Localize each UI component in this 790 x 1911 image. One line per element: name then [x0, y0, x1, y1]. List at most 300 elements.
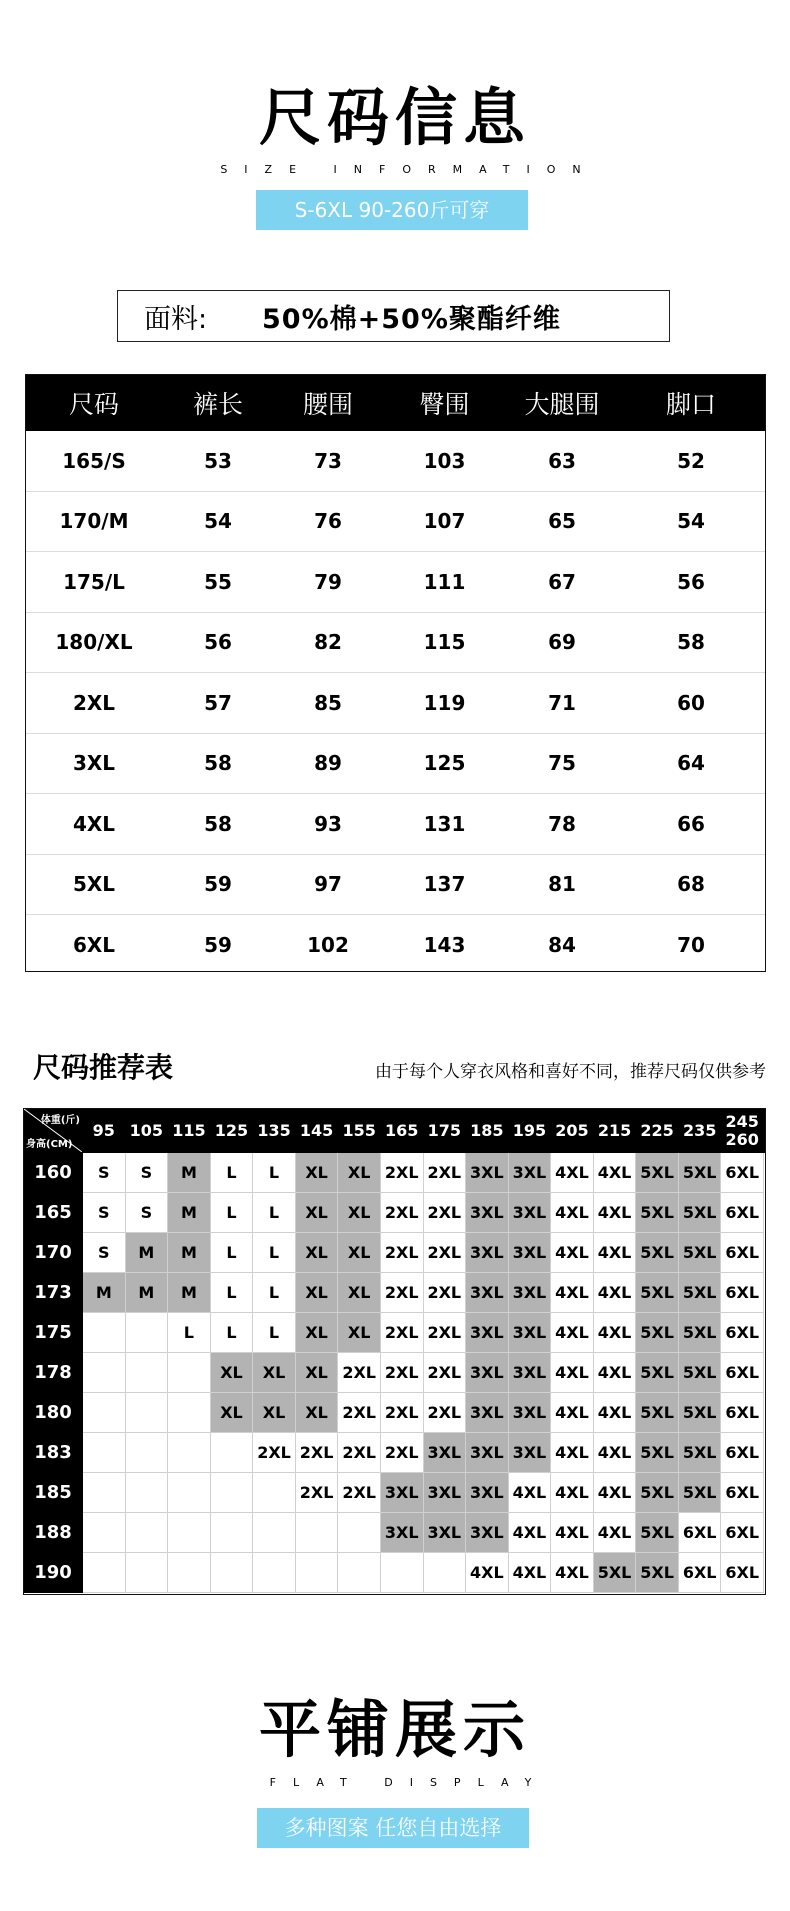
recommend-cell: 3XL: [381, 1513, 424, 1553]
recommend-cell: 5XL: [679, 1473, 722, 1513]
size-table-cell: 58: [204, 811, 232, 836]
size-table-cell: 71: [548, 690, 576, 715]
size-table-cell: 175/L: [63, 569, 125, 594]
weight-header: 95: [83, 1109, 126, 1153]
recommend-cell: 3XL: [466, 1473, 509, 1513]
recommend-cell: 4XL: [594, 1353, 637, 1393]
recommend-cell: 5XL: [636, 1313, 679, 1353]
size-table-row: [26, 793, 765, 854]
recommend-cell: L: [211, 1313, 254, 1353]
size-table-cell: 54: [204, 509, 232, 534]
recommend-cell: 2XL: [338, 1433, 381, 1473]
recommend-cell: XL: [296, 1273, 339, 1313]
recommend-cell: [83, 1513, 126, 1553]
recommend-cell: [253, 1473, 296, 1513]
recommend-cell: 4XL: [594, 1313, 637, 1353]
recommend-cell: XL: [296, 1393, 339, 1433]
recommend-cell: 4XL: [551, 1513, 594, 1553]
recommend-row: [24, 1153, 765, 1193]
recommend-cell: L: [253, 1273, 296, 1313]
recommend-cell: 4XL: [509, 1513, 552, 1553]
height-header: 173: [24, 1273, 83, 1313]
size-table-cell: 56: [204, 630, 232, 655]
recommend-cell: 2XL: [381, 1193, 424, 1233]
recommend-cell: 3XL: [509, 1353, 552, 1393]
size-table-cell: 103: [423, 448, 466, 473]
recommend-cell: XL: [338, 1313, 381, 1353]
recommend-cell: [296, 1513, 339, 1553]
size-table-row: [26, 733, 765, 794]
recommend-cell: 4XL: [509, 1553, 552, 1593]
size-table-cell: 102: [307, 932, 349, 957]
recommend-cell: XL: [296, 1233, 339, 1273]
size-table-cell: 165/S: [62, 448, 126, 473]
recommend-cell: 2XL: [381, 1233, 424, 1273]
size-table-cell: 2XL: [72, 690, 116, 715]
size-table-cell: 52: [677, 448, 705, 473]
recommend-cell: 2XL: [338, 1353, 381, 1393]
recommend-cell: 5XL: [636, 1553, 679, 1593]
recommend-row: [24, 1393, 765, 1433]
size-table-cell: 137: [423, 872, 466, 897]
recommend-cell: 6XL: [721, 1153, 764, 1193]
recommend-cell: 3XL: [381, 1473, 424, 1513]
height-header: 160: [24, 1153, 83, 1193]
size-table-cell: 75: [548, 751, 576, 776]
recommend-cell: 4XL: [551, 1433, 594, 1473]
recommend-cell: M: [126, 1273, 169, 1313]
weight-header: 215: [594, 1109, 637, 1153]
recommend-cell: 3XL: [424, 1513, 467, 1553]
recommend-row: [24, 1553, 765, 1593]
recommend-cell: M: [168, 1153, 211, 1193]
size-table-row: [26, 431, 765, 491]
fabric-label: 面料:: [144, 303, 208, 335]
recommend-cell: [83, 1353, 126, 1393]
recommend-cell: 4XL: [551, 1313, 594, 1353]
weight-header: 165: [381, 1109, 424, 1153]
recommend-cell: [83, 1433, 126, 1473]
size-table-cell: 73: [314, 448, 342, 473]
weight-header: 245 260: [721, 1109, 764, 1153]
recommend-cell: M: [83, 1273, 126, 1313]
recommend-cell: [168, 1393, 211, 1433]
recommend-cell: 2XL: [338, 1473, 381, 1513]
recommend-cell: [211, 1433, 254, 1473]
recommend-cell: 5XL: [636, 1433, 679, 1473]
size-column-header: 裤长: [192, 390, 243, 419]
size-table-cell: 93: [314, 811, 342, 836]
recommend-cell: 5XL: [679, 1353, 722, 1393]
recommend-cell: 4XL: [509, 1473, 552, 1513]
weight-header: 125: [211, 1109, 254, 1153]
recommend-cell: 2XL: [424, 1313, 467, 1353]
recommend-cell: 4XL: [551, 1393, 594, 1433]
size-table-cell: 76: [314, 509, 342, 534]
size-table-row: [26, 612, 765, 673]
recommend-cell: 5XL: [636, 1513, 679, 1553]
recommend-row: [24, 1473, 765, 1513]
fabric-box: [117, 290, 670, 342]
size-table-cell: 82: [314, 630, 342, 655]
recommend-cell: XL: [296, 1313, 339, 1353]
size-table-cell: 131: [423, 811, 466, 836]
size-table-cell: 69: [548, 630, 576, 655]
size-table-cell: 57: [204, 690, 232, 715]
recommend-cell: 3XL: [466, 1273, 509, 1313]
recommend-cell: 4XL: [594, 1473, 637, 1513]
size-table-cell: 115: [423, 630, 466, 655]
recommend-cell: 6XL: [721, 1433, 764, 1473]
recommend-cell: 5XL: [636, 1393, 679, 1433]
size-column-header: 大腿围: [524, 390, 600, 419]
height-header: 170: [24, 1233, 83, 1273]
recommend-cell: 4XL: [594, 1393, 637, 1433]
recommend-cell: 6XL: [721, 1513, 764, 1553]
recommend-cell: 4XL: [594, 1433, 637, 1473]
recommend-cell: XL: [211, 1353, 254, 1393]
recommend-cell: [168, 1513, 211, 1553]
weight-header: 105: [126, 1109, 169, 1153]
weight-axis-label: 体重(斤): [40, 1115, 80, 1126]
size-table-cell: 125: [423, 751, 466, 776]
recommend-row: [24, 1353, 765, 1393]
recommend-header-row: [24, 1109, 765, 1153]
recommend-cell: 5XL: [679, 1393, 722, 1433]
recommend-cell: 3XL: [466, 1193, 509, 1233]
size-table-cell: 97: [314, 872, 342, 897]
recommend-cell: XL: [253, 1393, 296, 1433]
recommend-cell: M: [168, 1193, 211, 1233]
recommend-cell: 2XL: [424, 1273, 467, 1313]
recommend-cell: [211, 1513, 254, 1553]
size-table-cell: 119: [423, 690, 466, 715]
recommend-title: 尺码推荐表: [33, 1051, 174, 1084]
recommend-cell: 4XL: [594, 1153, 637, 1193]
size-column-header: 腰围: [302, 390, 353, 419]
recommend-cell: 2XL: [296, 1473, 339, 1513]
recommend-cell: XL: [338, 1153, 381, 1193]
size-table-cell: 59: [204, 932, 232, 957]
recommend-cell: 2XL: [424, 1153, 467, 1193]
size-table-cell: 53: [204, 448, 232, 473]
recommend-cell: XL: [296, 1193, 339, 1233]
size-table-cell: 111: [423, 569, 466, 594]
recommend-cell: 3XL: [466, 1233, 509, 1273]
size-column-header: 尺码: [68, 390, 119, 419]
recommend-cell: 3XL: [509, 1313, 552, 1353]
recommend-cell: 2XL: [424, 1393, 467, 1433]
recommend-cell: 3XL: [509, 1273, 552, 1313]
recommend-cell: S: [83, 1233, 126, 1273]
recommend-cell: XL: [296, 1353, 339, 1393]
height-header: 180: [24, 1393, 83, 1433]
recommend-cell: XL: [338, 1273, 381, 1313]
flat-display-title: 平铺展示: [258, 1693, 531, 1766]
size-table-cell: 66: [677, 811, 705, 836]
size-table-cell: 85: [314, 690, 342, 715]
weight-header: 235: [679, 1109, 722, 1153]
recommend-cell: 3XL: [509, 1193, 552, 1233]
recommend-cell: L: [211, 1153, 254, 1193]
recommend-cell: XL: [253, 1353, 296, 1393]
weight-header: 205: [551, 1109, 594, 1153]
recommend-cell: 2XL: [381, 1153, 424, 1193]
recommend-cell: 3XL: [466, 1433, 509, 1473]
recommend-row: [24, 1513, 765, 1553]
height-header: 175: [24, 1313, 83, 1353]
recommend-cell: 6XL: [721, 1353, 764, 1393]
size-table-row: [26, 551, 765, 612]
recommend-cell: [126, 1353, 169, 1393]
size-table-row: [26, 914, 765, 975]
size-table-cell: 170/M: [59, 509, 129, 534]
recommend-cell: [168, 1553, 211, 1593]
size-table-cell: 143: [423, 932, 466, 957]
recommend-cell: 3XL: [509, 1393, 552, 1433]
recommend-cell: L: [211, 1193, 254, 1233]
recommend-cell: [381, 1553, 424, 1593]
size-table-cell: 60: [677, 690, 705, 715]
recommend-corner-cell: [24, 1109, 83, 1153]
recommend-cell: 3XL: [424, 1433, 467, 1473]
size-table-cell: 3XL: [72, 751, 116, 776]
weight-header: 135: [253, 1109, 296, 1153]
recommend-cell: [168, 1473, 211, 1513]
size-table-cell: 6XL: [72, 932, 116, 957]
recommend-cell: L: [253, 1313, 296, 1353]
size-table-cell: 180/XL: [55, 630, 133, 655]
size-table-cell: 68: [677, 872, 705, 897]
recommend-cell: 5XL: [594, 1553, 637, 1593]
recommend-note: 由于每个人穿衣风格和喜好不同，推荐尺码仅供参考: [375, 1062, 766, 1082]
size-table-cell: 64: [677, 751, 705, 776]
recommend-cell: 5XL: [679, 1273, 722, 1313]
recommend-cell: 2XL: [338, 1393, 381, 1433]
recommend-cell: [126, 1313, 169, 1353]
recommend-cell: 2XL: [381, 1273, 424, 1313]
recommend-cell: 4XL: [551, 1553, 594, 1593]
height-header: 178: [24, 1353, 83, 1393]
recommend-cell: 2XL: [381, 1433, 424, 1473]
recommend-cell: L: [168, 1313, 211, 1353]
recommend-cell: 4XL: [594, 1233, 637, 1273]
recommend-cell: 2XL: [424, 1353, 467, 1393]
recommend-cell: [126, 1433, 169, 1473]
height-header: 165: [24, 1193, 83, 1233]
recommend-cell: 2XL: [424, 1193, 467, 1233]
recommend-cell: 5XL: [679, 1153, 722, 1193]
size-table-cell: 5XL: [72, 872, 116, 897]
recommend-cell: 4XL: [551, 1473, 594, 1513]
recommend-cell: [168, 1433, 211, 1473]
size-table-cell: 84: [548, 932, 576, 957]
recommend-cell: 5XL: [636, 1353, 679, 1393]
size-table-body: [26, 431, 765, 975]
recommend-cell: [126, 1513, 169, 1553]
recommend-cell: XL: [338, 1193, 381, 1233]
recommend-cell: L: [253, 1153, 296, 1193]
recommend-cell: [253, 1513, 296, 1553]
recommend-cell: 5XL: [679, 1433, 722, 1473]
weight-header: 115: [168, 1109, 211, 1153]
recommend-cell: 6XL: [721, 1393, 764, 1433]
size-table-cell: 70: [677, 932, 705, 957]
recommend-cell: [126, 1393, 169, 1433]
recommend-cell: 6XL: [679, 1553, 722, 1593]
recommend-cell: 4XL: [594, 1273, 637, 1313]
recommend-cell: 3XL: [466, 1153, 509, 1193]
recommend-row: [24, 1233, 765, 1273]
recommend-cell: [83, 1393, 126, 1433]
height-header: 185: [24, 1473, 83, 1513]
recommend-cell: 2XL: [424, 1233, 467, 1273]
size-column-header: 脚口: [665, 390, 716, 419]
recommend-cell: 6XL: [721, 1313, 764, 1353]
recommend-cell: S: [126, 1193, 169, 1233]
recommend-cell: S: [83, 1153, 126, 1193]
recommend-cell: XL: [296, 1153, 339, 1193]
recommend-cell: [126, 1473, 169, 1513]
recommend-row: [24, 1193, 765, 1233]
flat-display-subtitle: FLAT DISPLAY: [269, 1776, 549, 1789]
size-table-cell: 56: [677, 569, 705, 594]
recommend-cell: 3XL: [466, 1393, 509, 1433]
recommend-cell: 5XL: [679, 1313, 722, 1353]
recommend-row: [24, 1273, 765, 1313]
size-table-cell: 4XL: [72, 811, 116, 836]
recommend-cell: 2XL: [253, 1433, 296, 1473]
recommend-cell: [168, 1353, 211, 1393]
height-header: 188: [24, 1513, 83, 1553]
recommend-cell: 3XL: [509, 1233, 552, 1273]
recommend-cell: 5XL: [636, 1193, 679, 1233]
fabric-value: 50%棉+50%聚酯纤维: [262, 303, 561, 335]
recommend-row: [24, 1313, 765, 1353]
recommend-cell: 5XL: [636, 1153, 679, 1193]
recommend-cell: 4XL: [551, 1193, 594, 1233]
height-axis-label: 身高(CM): [26, 1139, 73, 1150]
recommend-cell: [83, 1473, 126, 1513]
recommend-cell: 3XL: [509, 1433, 552, 1473]
recommend-cell: [424, 1553, 467, 1593]
recommend-cell: 3XL: [509, 1153, 552, 1193]
recommend-cell: L: [253, 1233, 296, 1273]
recommend-cell: 6XL: [721, 1193, 764, 1233]
recommend-cell: 2XL: [381, 1393, 424, 1433]
recommend-cell: M: [168, 1273, 211, 1313]
recommend-cell: 3XL: [424, 1473, 467, 1513]
recommend-cell: [83, 1553, 126, 1593]
recommend-cell: XL: [211, 1393, 254, 1433]
recommend-cell: L: [211, 1273, 254, 1313]
recommend-cell: [211, 1553, 254, 1593]
recommend-cell: [211, 1473, 254, 1513]
recommend-cell: L: [253, 1193, 296, 1233]
size-table-cell: 54: [677, 509, 705, 534]
recommend-cell: [253, 1553, 296, 1593]
weight-header: 195: [509, 1109, 552, 1153]
weight-header: 225: [636, 1109, 679, 1153]
recommend-cell: 2XL: [381, 1353, 424, 1393]
recommend-cell: 4XL: [551, 1233, 594, 1273]
weight-header: 175: [424, 1109, 467, 1153]
size-table-cell: 58: [677, 630, 705, 655]
size-table-row: [26, 491, 765, 552]
size-table-cell: 59: [204, 872, 232, 897]
size-column-header: 臀围: [419, 390, 470, 419]
size-table-cell: 78: [548, 811, 576, 836]
recommend-cell: 4XL: [551, 1353, 594, 1393]
size-table-row: [26, 672, 765, 733]
weight-header: 155: [338, 1109, 381, 1153]
size-table-cell: 65: [548, 509, 576, 534]
recommend-cell: 4XL: [551, 1153, 594, 1193]
size-recommend-table: [23, 1108, 766, 1595]
recommend-cell: M: [126, 1233, 169, 1273]
recommend-cell: S: [126, 1153, 169, 1193]
recommend-cell: 4XL: [594, 1513, 637, 1553]
recommend-cell: 5XL: [636, 1233, 679, 1273]
recommend-cell: 6XL: [721, 1233, 764, 1273]
size-table: [25, 374, 766, 972]
size-table-header: [26, 375, 765, 431]
recommend-cell: 2XL: [296, 1433, 339, 1473]
recommend-cell: [296, 1553, 339, 1593]
recommend-cell: [338, 1553, 381, 1593]
recommend-cell: 6XL: [721, 1473, 764, 1513]
size-table-cell: 58: [204, 751, 232, 776]
size-table-cell: 79: [314, 569, 342, 594]
recommend-cell: 6XL: [721, 1273, 764, 1313]
height-header: 190: [24, 1553, 83, 1593]
recommend-cell: 3XL: [466, 1353, 509, 1393]
recommend-cell: 4XL: [551, 1273, 594, 1313]
size-table-row: [26, 854, 765, 915]
recommend-cell: XL: [338, 1233, 381, 1273]
recommend-cell: 5XL: [636, 1473, 679, 1513]
recommend-cell: [83, 1313, 126, 1353]
recommend-cell: L: [211, 1233, 254, 1273]
recommend-row: [24, 1433, 765, 1473]
recommend-cell: M: [168, 1233, 211, 1273]
recommend-cell: 3XL: [466, 1513, 509, 1553]
size-table-cell: 107: [423, 509, 466, 534]
size-range-badge: S-6XL 90-260斤可穿: [256, 190, 528, 230]
weight-header: 145: [296, 1109, 339, 1153]
recommend-cell: [338, 1513, 381, 1553]
recommend-cell: 3XL: [466, 1313, 509, 1353]
pattern-choice-badge: 多种图案 任您自由选择: [257, 1808, 529, 1848]
recommend-cell: 2XL: [381, 1313, 424, 1353]
size-info-title: 尺码信息: [258, 81, 531, 154]
size-table-cell: 63: [548, 448, 576, 473]
recommend-cell: 5XL: [679, 1193, 722, 1233]
weight-header: 185: [466, 1109, 509, 1153]
size-table-cell: 67: [548, 569, 576, 594]
recommend-cell: 5XL: [636, 1273, 679, 1313]
recommend-cell: 6XL: [721, 1553, 764, 1593]
size-table-cell: 81: [548, 872, 576, 897]
size-table-cell: 55: [204, 569, 232, 594]
recommend-cell: 4XL: [594, 1193, 637, 1233]
recommend-cell: 4XL: [466, 1553, 509, 1593]
recommend-cell: S: [83, 1193, 126, 1233]
recommend-cell: 6XL: [679, 1513, 722, 1553]
recommend-cell: 5XL: [679, 1233, 722, 1273]
height-header: 183: [24, 1433, 83, 1473]
size-table-cell: 89: [314, 751, 342, 776]
